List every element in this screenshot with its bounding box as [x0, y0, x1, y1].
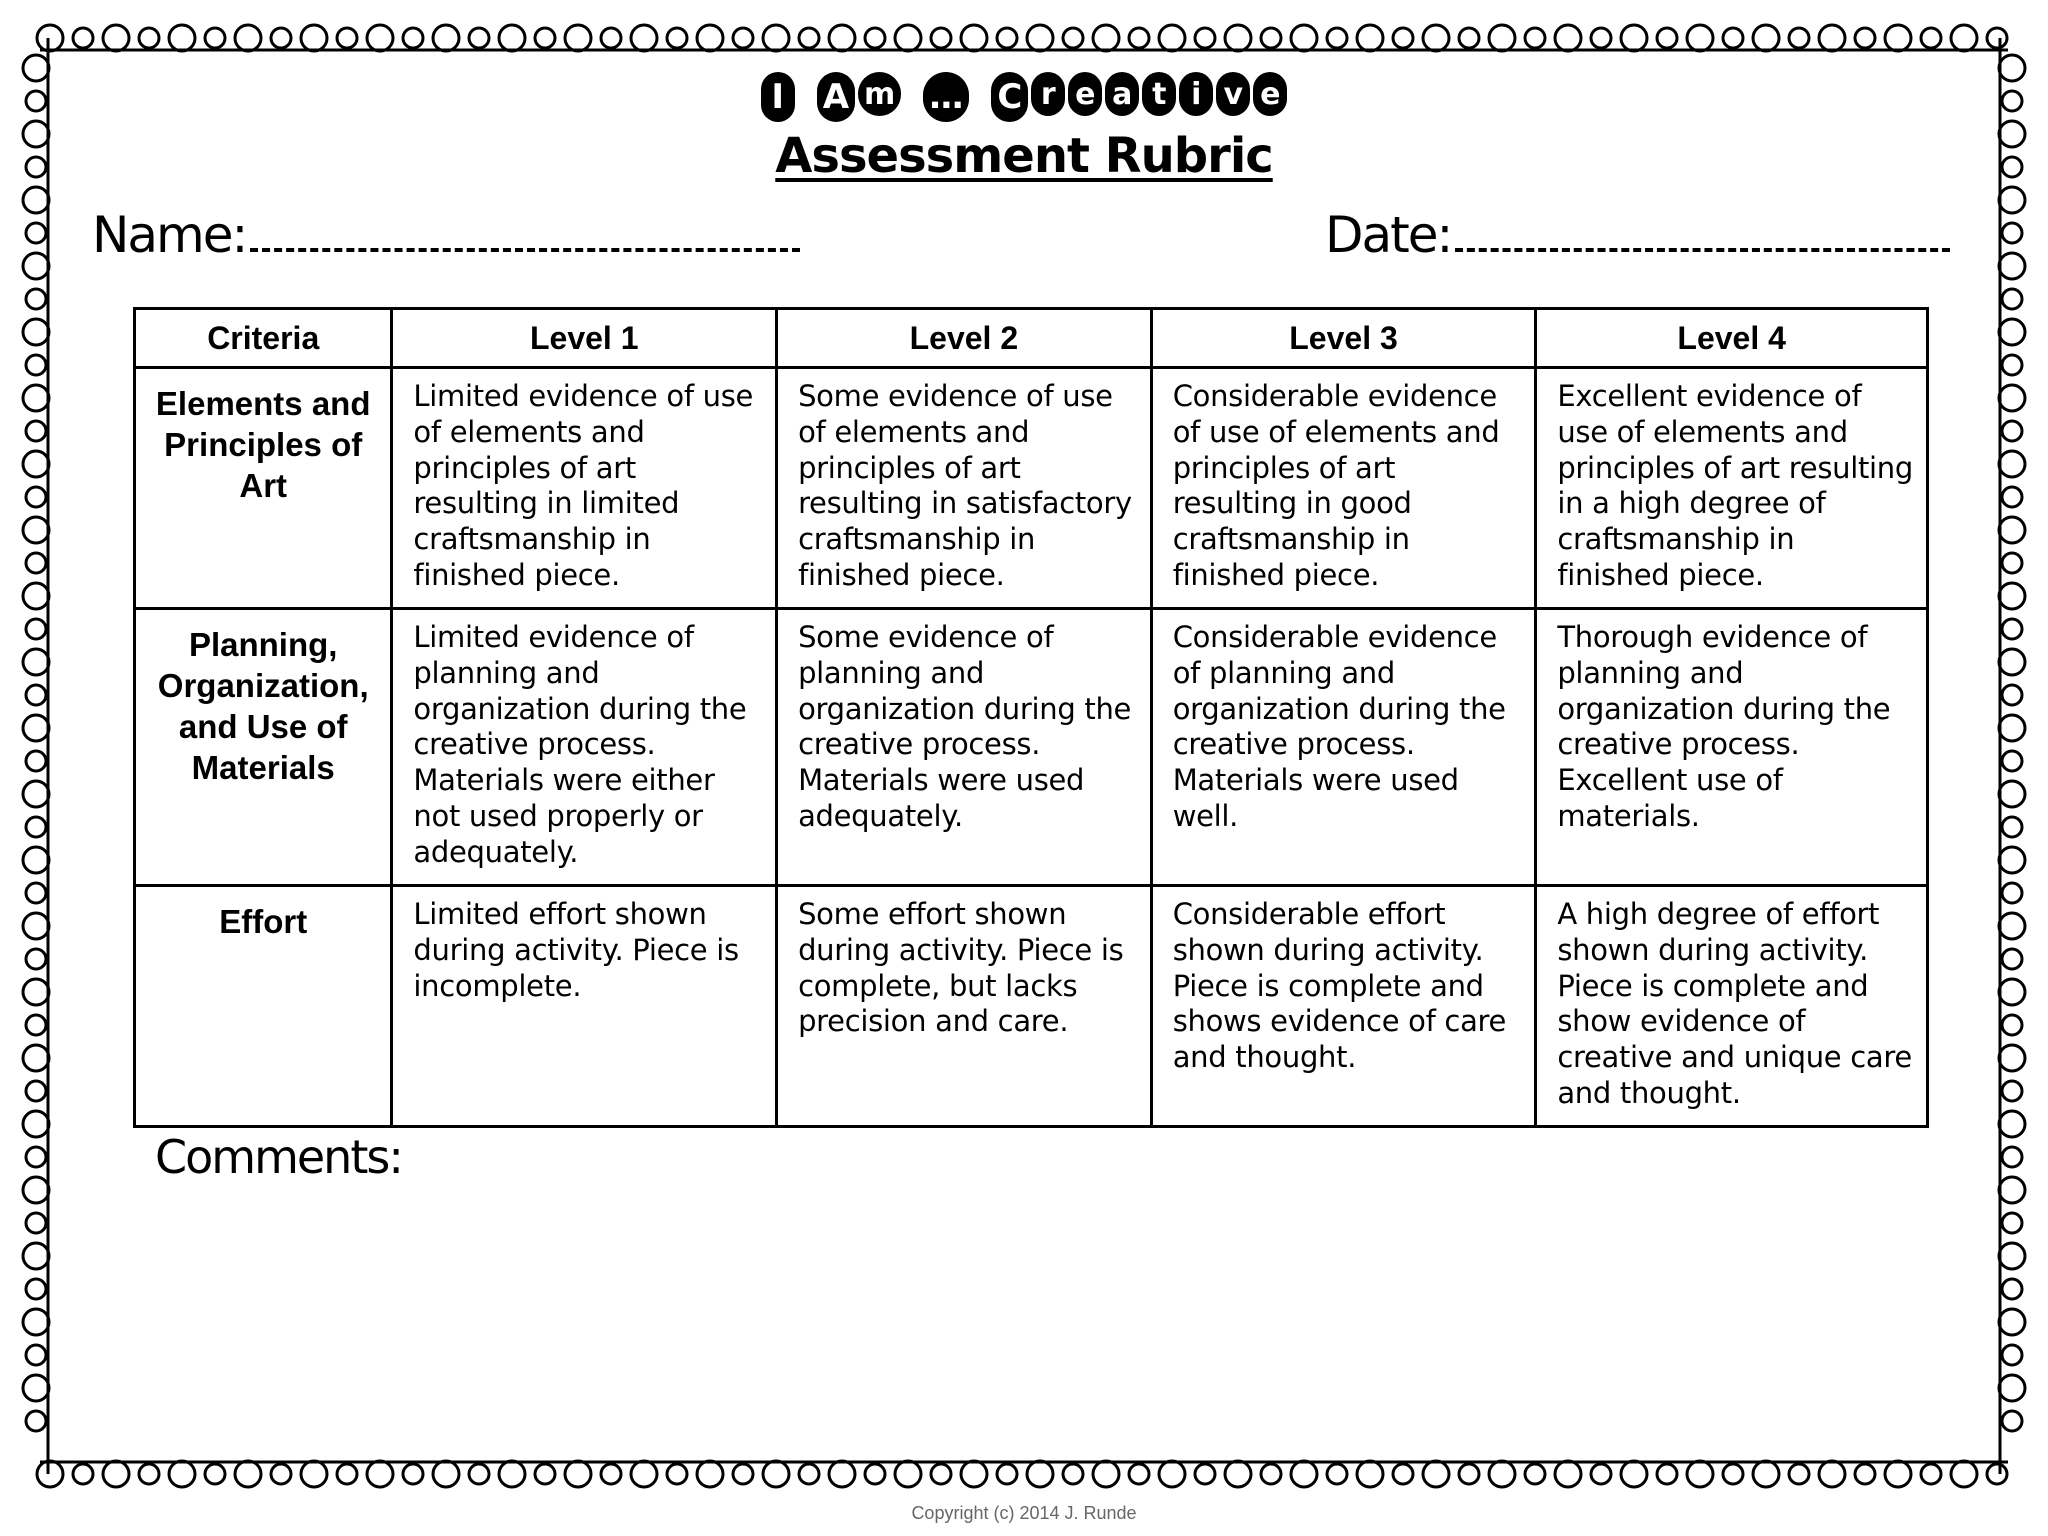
- level-1-cell: Limited evidence of planning and organization during the creative process. Materials were either not used properly or adequately.: [392, 609, 777, 886]
- name-field[interactable]: [92, 206, 800, 264]
- criteria-cell: Elements and Principles of Art: [135, 368, 392, 609]
- level-3-cell: Considerable effort shown during activity. Piece is complete and shows evidence of care and thought.: [1151, 886, 1536, 1127]
- title-letter: t: [1142, 72, 1176, 116]
- header-level-3: Level 3: [1151, 309, 1536, 368]
- subtitle-text: Assessment Rubric: [775, 128, 1273, 184]
- name-line[interactable]: [250, 210, 800, 252]
- title-letter: e: [1068, 72, 1102, 116]
- title-letter: e: [1253, 72, 1287, 116]
- level-2-cell: Some evidence of planning and organization during the creative process. Materials were used adequately.: [777, 609, 1152, 886]
- level-1-cell: Limited evidence of use of elements and principles of art resulting in limited craftsmanship in finished piece.: [392, 368, 777, 609]
- title-letter: A: [817, 72, 855, 122]
- title-word: [991, 72, 1287, 122]
- title-bubble-letters: [753, 72, 1296, 122]
- level-4-cell: Excellent evidence of use of elements and principles of art resulting in a high degree of craftsmanship in finished piece.: [1536, 368, 1928, 609]
- title-letter: v: [1216, 72, 1250, 116]
- level-3-cell: Considerable evidence of planning and organization during the creative process. Materials were used well.: [1151, 609, 1536, 886]
- header-criteria: Criteria: [135, 309, 392, 368]
- level-4-cell: Thorough evidence of planning and organization during the creative process. Excellent use of materials.: [1536, 609, 1928, 886]
- title-letter: r: [1031, 72, 1065, 116]
- level-3-cell: Considerable evidence of use of elements and principles of art resulting in good craftsmanship in finished piece.: [1151, 368, 1536, 609]
- date-label: Date:: [1325, 206, 1452, 264]
- level-2-cell: Some evidence of use of elements and principles of art resulting in satisfactory craftsmanship in finished piece.: [777, 368, 1152, 609]
- criteria-cell: Effort: [135, 886, 392, 1127]
- level-2-cell: Some effort shown during activity. Piece is complete, but lacks precision and care.: [777, 886, 1152, 1127]
- header-level-4: Level 4: [1536, 309, 1928, 368]
- name-label: Name:: [92, 206, 247, 264]
- criteria-cell: Planning, Organization, and Use of Materials: [135, 609, 392, 886]
- title-letter: m: [858, 72, 901, 116]
- rubric-table: [133, 307, 1929, 1128]
- title-letter: C: [991, 72, 1028, 122]
- table-row: [135, 609, 1928, 886]
- header-row: [135, 309, 1928, 368]
- title-letter: …: [923, 72, 969, 122]
- title-letter: a: [1105, 72, 1139, 116]
- comments-label: Comments:: [155, 1130, 402, 1184]
- title: [0, 72, 2048, 122]
- title-word: [817, 72, 902, 122]
- level-1-cell: Limited effort shown during activity. Piece is incomplete.: [392, 886, 777, 1127]
- date-line[interactable]: [1455, 210, 1950, 252]
- subtitle: [0, 128, 2048, 184]
- level-4-cell: A high degree of effort shown during activity. Piece is complete and show evidence of creative and unique care and thought.: [1536, 886, 1928, 1127]
- title-word: [761, 72, 795, 122]
- title-word: [923, 72, 969, 122]
- table-row: [135, 368, 1928, 609]
- copyright-text: Copyright (c) 2014 J. Runde: [911, 1503, 1137, 1523]
- date-field[interactable]: [1325, 206, 1950, 264]
- header-level-2: Level 2: [777, 309, 1152, 368]
- header-level-1: Level 1: [392, 309, 777, 368]
- table-row: [135, 886, 1928, 1127]
- title-letter: I: [761, 72, 795, 122]
- title-letter: i: [1179, 72, 1213, 116]
